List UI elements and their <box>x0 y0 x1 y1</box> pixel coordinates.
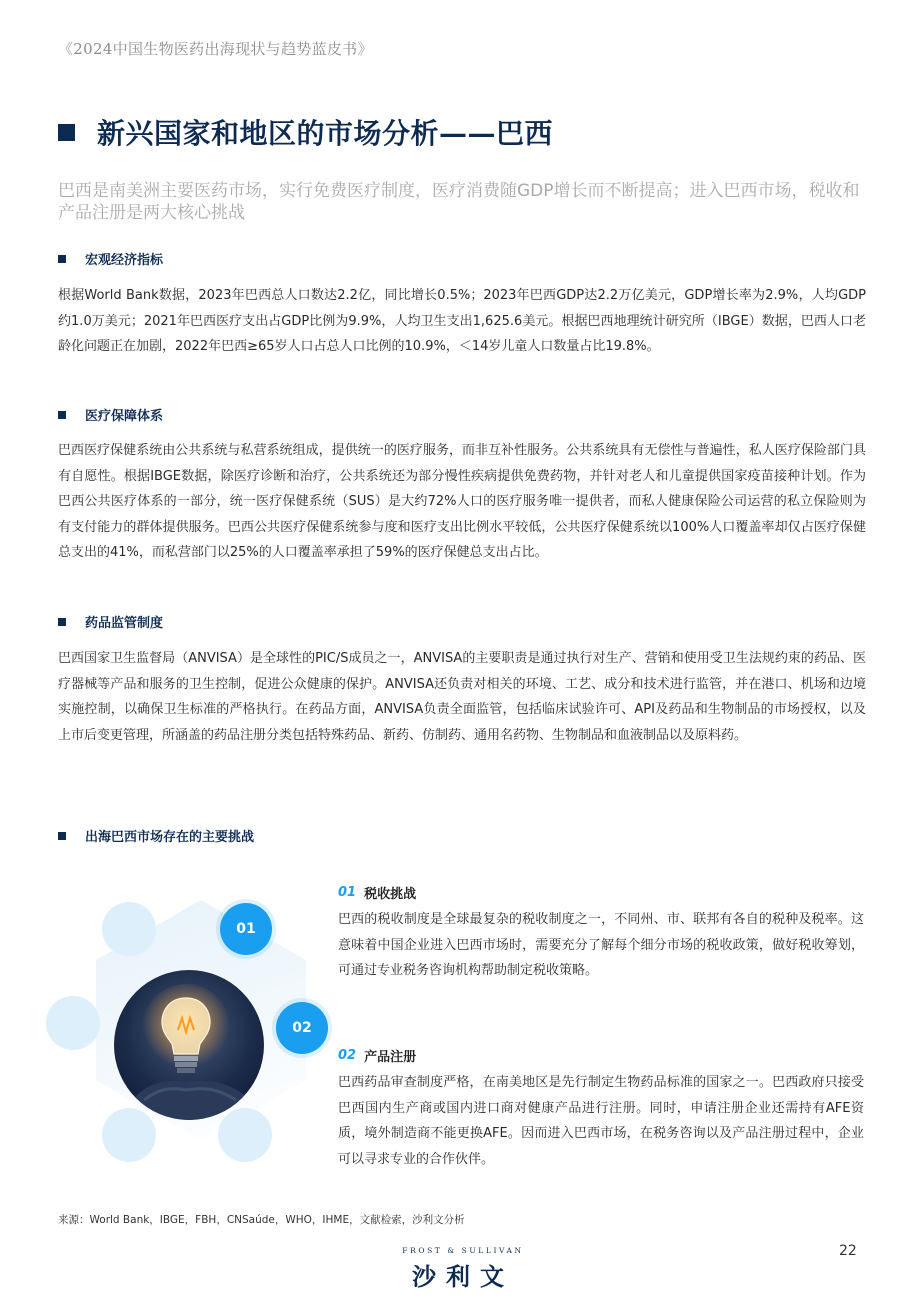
section-bullet-icon <box>58 411 66 419</box>
lightbulb-image <box>114 970 264 1120</box>
section-bullet-icon <box>58 618 66 626</box>
challenge-number: 01 <box>338 885 357 900</box>
logo-chinese: 沙利文 <box>412 1262 514 1291</box>
challenge-title: 税收挑战 <box>364 887 417 902</box>
challenge-text-02: 巴西药品审查制度严格，在南美地区是先行制定生物药品标准的国家之一。巴西政府只接受巴西国内生产商或国内进口商对健康产品进行注册。同时，申请注册企业还需持有AFE资质，境外制造商不能更换AFE。因而进入巴西市场，在税务咨询以及产品注册过程中，企业可以寻求专业的合作伙伴。 <box>338 1075 864 1167</box>
decor-bubble <box>218 1108 272 1162</box>
page-subtitle: 巴西是南美洲主要医药市场，实行免费医疗制度，医疗消费随GDP增长而不断提高；进入巴西市场，税收和产品注册是两大核心挑战 <box>58 181 860 223</box>
source-note: 来源：World Bank，IBGE，FBH，CNSaúde，WHO，IHME，文献检索，沙利文分析 <box>58 1214 465 1226</box>
document-header: 《2024中国生物医药出海现状与趋势蓝皮书》 <box>58 40 373 58</box>
decor-bubble <box>102 902 156 956</box>
challenge-badge-01: 01 <box>220 903 272 955</box>
section-text-macro: 根据World Bank数据，2023年巴西总人口数达2.2亿，同比增长0.5%；2023年巴西GDP达2.2万亿美元，GDP增长率为2.9%，人均GDP约1.0万美元；2021年巴西医疗支出占GDP比例为9.9%，人均卫生支出1,625.6美元。根据巴西地理统计研究所（IBGE）数据，巴西人口老龄化问题正在加剧，2022年巴西≥65岁人口占总人口比例的10.9%，＜14岁儿童人口数量占比19.8%。 <box>58 288 866 354</box>
section-heading-macro <box>58 249 163 268</box>
lightbulb-icon <box>114 970 264 1120</box>
challenges-illustration <box>40 880 330 1180</box>
section-label: 医疗保障体系 <box>85 409 164 424</box>
section-heading-challenges <box>58 826 254 845</box>
challenge-title: 产品注册 <box>364 1050 417 1065</box>
challenge-badge-02: 02 <box>276 1002 328 1054</box>
section-label: 出海巴西市场存在的主要挑战 <box>85 830 255 845</box>
challenge-heading-01 <box>338 883 416 902</box>
page-title: 新兴国家和地区的市场分析——巴西 <box>97 117 554 150</box>
section-text-healthcare: 巴西医疗保健系统由公共系统与私营系统组成，提供统一的医疗服务，而非互补性服务。公共系统具有无偿性与普遍性，私人医疗保险部门具有自愿性。根据IBGE数据，除医疗诊断和治疗，公共系统还为部分慢性疾病提供免费药物，并针对老人和儿童提供国家疫苗接种计划。作为巴西公共医疗体系的一部分，统一医疗保健系统（SUS）是大约72%人口的医疗服务唯一提供者，而私人健康保险公司运营的私立保险则为有支付能力的群体提供服务。巴西公共医疗保健系统参与度和医疗支出比例水平较低，公共医疗保健系统以100%人口覆盖率却仅占医疗保健总支出的41%，而私营部门以25%的人口覆盖率承担了59%的医疗保健总支出占比。 <box>58 443 866 560</box>
decor-bubble <box>102 1108 156 1162</box>
frost-sullivan-logo <box>388 1246 538 1292</box>
title-square-icon <box>58 124 75 141</box>
section-label: 宏观经济指标 <box>85 253 164 268</box>
challenge-text-01: 巴西的税收制度是全球最复杂的税收制度之一，不同州、市、联邦有各自的税种及税率。这意味着中国企业进入巴西市场时，需要充分了解每个细分市场的税收政策，做好税收筹划，可通过专业税务咨询机构帮助制定税收策略。 <box>338 912 864 978</box>
section-label: 药品监管制度 <box>85 616 164 631</box>
section-bullet-icon <box>58 832 66 840</box>
section-heading-healthcare <box>58 405 163 424</box>
section-heading-regulation <box>58 612 163 631</box>
section-bullet-icon <box>58 255 66 263</box>
challenge-number: 02 <box>338 1048 357 1063</box>
page-title-row <box>58 112 553 152</box>
page-number: 22 <box>839 1243 857 1259</box>
challenge-heading-02 <box>338 1046 416 1065</box>
logo-english: FROST & SULLIVAN <box>402 1246 524 1255</box>
section-text-regulation: 巴西国家卫生监督局（ANVISA）是全球性的PIC/S成员之一，ANVISA的主要职责是通过执行对生产、营销和使用受卫生法规约束的药品、医疗器械等产品和服务的卫生控制，促进公众健康的保护。ANVISA还负责对相关的环境、工艺、成分和技术进行监管，并在港口、机场和边境实施控制，以确保卫生标准的严格执行。在药品方面，ANVISA负责全面监管，包括临床试验许可、API及药品和生物制品的市场授权，以及上市后变更管理，所涵盖的药品注册分类包括特殊药品、新药、仿制药、通用名药物、生物制品和血液制品以及原料药。 <box>58 651 866 743</box>
decor-bubble <box>46 996 100 1050</box>
